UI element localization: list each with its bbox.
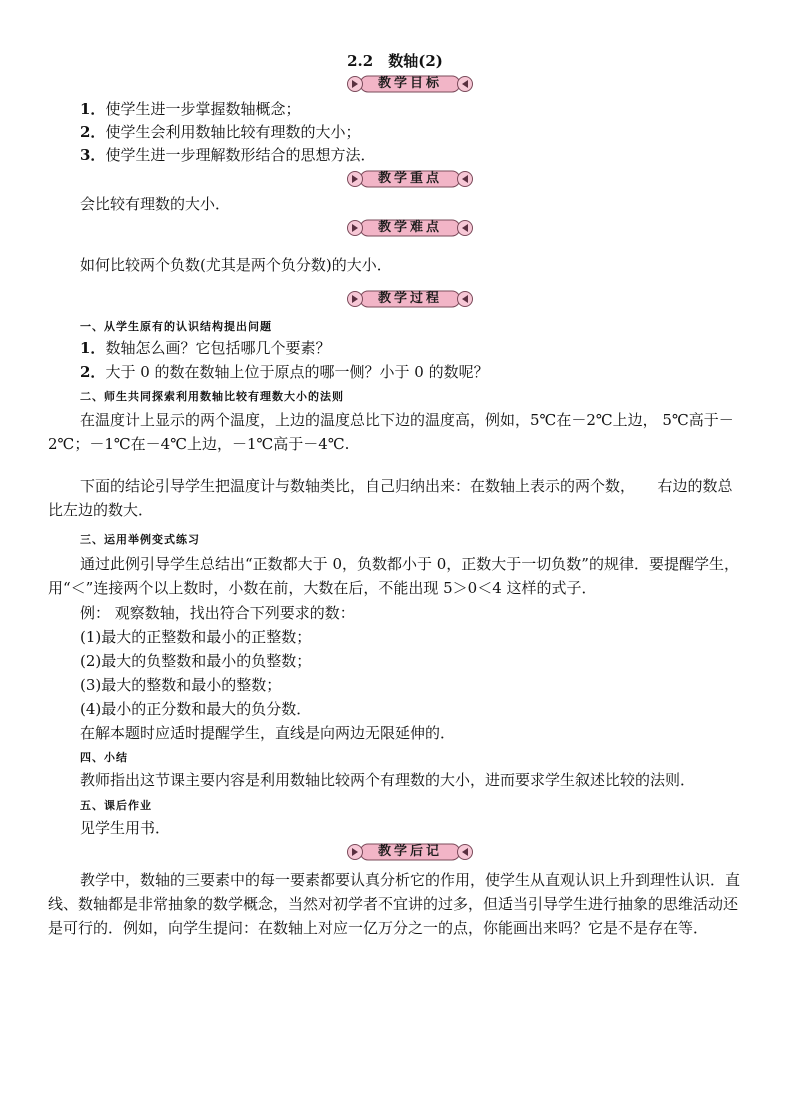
- key-point-text: 会比较有理数的大小．: [80, 195, 231, 213]
- page-title: 2.2 数轴(2): [347, 52, 443, 70]
- exercise-item: (2)最大的负整数和最小的负整数；: [80, 652, 312, 670]
- notes-paragraph: 教学中，数轴的三要素中的每一要素都要认真分析它的作用，使学生从直观认识上升到理性认识．直线、数轴都是非常抽象的数学概念，当然对初学者不宜讲的过多，但适当引导学生进行抽象的思维活动还是可行的．例如，向学生提问：在数轴上对应一亿万分之一的点，你能画出来吗？它是不是存在等．: [48, 871, 741, 937]
- banner-process: [346, 290, 474, 308]
- banner-difficulties: [346, 219, 474, 237]
- banner-goals: [346, 75, 474, 93]
- section-heading: 四、小结: [80, 751, 128, 764]
- banner-key-points: [346, 170, 474, 188]
- question-item: 1．数轴怎么画？它包括哪几个要素？: [80, 339, 331, 357]
- banner-notes: [346, 843, 474, 861]
- section-heading: 三、运用举例变式练习: [80, 533, 200, 546]
- paragraph: 在温度计上显示的两个温度，上边的温度总比下边的温度高，例如，5℃在－2℃上边， 5℃高于－2℃；－1℃在－4℃上边，－1℃高于－4℃.: [48, 411, 734, 453]
- example-intro: 例： 观察数轴，找出符合下列要求的数：: [80, 604, 355, 622]
- exercise-item: (1)最大的正整数和最小的正整数；: [80, 628, 312, 646]
- question-item: 2．大于 0 的数在数轴上位于原点的哪一侧？小于 0 的数呢？: [80, 363, 489, 381]
- goal-item: 2．使学生会利用数轴比较有理数的大小；: [80, 123, 361, 141]
- goal-item: 1．使学生进一步掌握数轴概念；: [80, 100, 301, 118]
- paragraph: 通过此例引导学生总结出“正数都大于 0，负数都小于 0，正数大于一切负数”的规律．要提醒学生，用“＜”连接两个以上数时，小数在前，大数在后，不能出现 5＞0＜4 这样的式子．: [48, 555, 739, 597]
- difficulty-text: 如何比较两个负数(尤其是两个负分数)的大小．: [80, 256, 392, 274]
- banner-label: 教学过程: [377, 291, 442, 306]
- summary-text: 教师指出这节课主要内容是利用数轴比较两个有理数的大小，进而要求学生叙述比较的法则．: [80, 771, 696, 789]
- exercise-item: (4)最小的正分数和最大的负分数．: [80, 700, 312, 718]
- banner-label: 教学重点: [377, 171, 442, 186]
- homework-text: 见学生用书．: [80, 819, 171, 837]
- section-heading: 一、从学生原有的认识结构提出问题: [80, 320, 272, 333]
- paragraph: 下面的结论引导学生把温度计与数轴类比，自己归纳出来：在数轴上表示的两个数， 右边的数总比左边的数大．: [48, 477, 733, 519]
- banner-label: 教学目标: [377, 76, 442, 91]
- banner-label: 教学后记: [377, 844, 442, 859]
- banner-label: 教学难点: [377, 220, 442, 235]
- section-heading: 二、师生共同探索利用数轴比较有理数大小的法则: [80, 390, 344, 403]
- reminder-text: 在解本题时应适时提醒学生，直线是向两边无限延伸的．: [80, 724, 456, 742]
- goal-item: 3．使学生进一步理解数形结合的思想方法．: [80, 146, 376, 164]
- exercise-item: (3)最大的整数和最小的整数；: [80, 676, 282, 694]
- section-heading: 五、课后作业: [80, 799, 152, 812]
